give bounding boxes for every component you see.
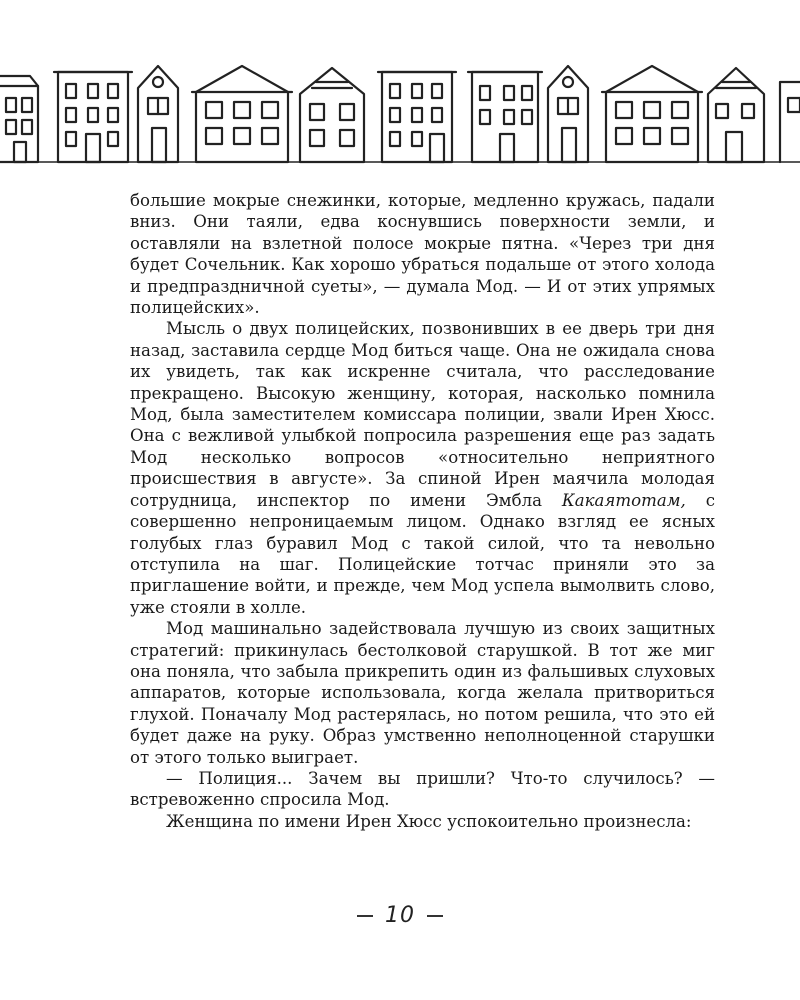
house-10: [708, 68, 764, 162]
page-number: 10: [385, 903, 415, 928]
house-3: [138, 66, 178, 162]
house-2: [54, 72, 132, 162]
paragraph-5: Женщина по имени Ирен Хюсс успокоительно произнесла:: [166, 811, 692, 831]
dash-left: [357, 915, 373, 917]
house-1: [0, 76, 38, 162]
paragraph-4: — Полиция... Зачем вы пришли? Что-то случилось? — встревоженно спросила Мод.: [130, 768, 715, 810]
paragraph-3: Мод машинально задействовала лучшую из своих защитных стратегий: прикинулась бестолковой старушкой. В тот же миг она поняла, что забыла прикрепить один из фальшивых слуховых аппаратов, которые использовала, когда желала притвориться глухой. Поначалу Мод растерялась, но потом решила, что это ей будет даже на руку. Образ умственно неполноценной старушки от этого только выиграет.: [130, 619, 715, 767]
house-5: [300, 68, 364, 162]
paragraph-2-end: с совершенно непроницаемым лицом. Однако взгляд ее ясных голубых глаз буравил Мод с такой силой, что та невольно отступила на шаг. Полицейские тотчас приняли это за приглашение войти, и прежде, чем Мод успела вымолвить слово, уже стояли в холле.: [130, 490, 715, 617]
house-11: [780, 82, 800, 162]
house-6: [378, 72, 456, 162]
house-8: [548, 66, 588, 162]
houses-header-illustration: [0, 58, 800, 168]
paragraph-1: большие мокрые снежинки, которые, медленно кружась, падали вниз. Они таяли, едва коснувшись поверхности земли, и оставляли на взлетной полосе мокрые пятна. «Через три дня будет Сочельник. Как хорошо убраться подальше от этого холода и предпраздничной суеты», — думала Мод. — И от этих упрямых полицейских».: [130, 191, 715, 318]
body-text: [130, 190, 715, 832]
dash-right: [427, 915, 443, 917]
house-7: [468, 72, 542, 162]
paragraph-2: [130, 318, 715, 618]
house-4: [192, 66, 292, 162]
paragraph-2-italic-name: Какаятотам,: [561, 490, 686, 510]
page-number-footer: [0, 903, 800, 928]
paragraph-2-start: Мысль о двух полицейских, позвонивших в ее дверь три дня назад, заставила сердце Мод биться чаще. Она не ожидала снова их увидеть, так как искренне считала, что расследование прекращено. Высокую женщину, которая, насколько помнила Мод, была заместителем комиссара полиции, звали Ирен Хюсс. Она с вежливой улыбкой попросила разрешения еще раз задать Мод несколько вопросов «относительно неприятного происшествия в августе». За спиной Ирен маячила молодая сотрудница, инспектор по имени Эмбла: [130, 319, 715, 510]
house-9: [602, 66, 702, 162]
